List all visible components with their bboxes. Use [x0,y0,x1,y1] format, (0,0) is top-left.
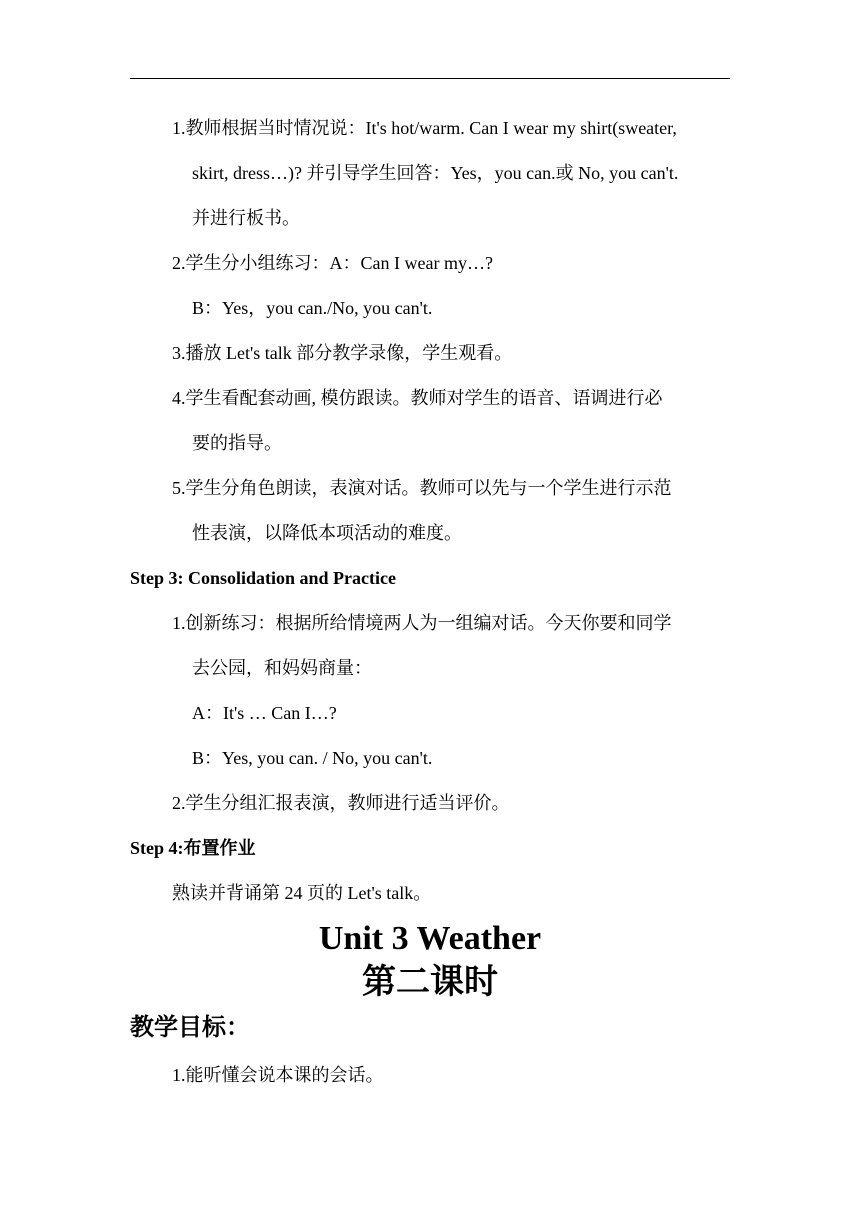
paragraph-line: B：Yes，you can./No, you can't. [192,298,433,318]
paragraph-line: 3.播放 Let's talk 部分教学录像，学生观看。 [172,343,513,363]
paragraph-line: 1.教师根据当时情况说：It's hot/warm. Can I wear my shirt(sweater, [172,118,677,138]
paragraph-line: A：It's … Can I…? [192,703,337,723]
paragraph-line: 4.学生看配套动画, 模仿跟读。教师对学生的语音、语调进行必 [172,388,663,408]
unit-title: Unit 3 Weather [318,920,542,957]
paragraph-line: 熟读并背诵第 24 页的 Let's talk。 [172,883,432,903]
paragraph-line: 去公园，和妈妈商量： [192,658,372,678]
paragraph-line: 2.学生分组汇报表演，教师进行适当评价。 [172,793,510,813]
paragraph-line: 1.能听懂会说本课的会话。 [172,1065,384,1085]
step-heading: Step 4:布置作业 [130,838,256,858]
paragraph-line: 2.学生分小组练习：A：Can I wear my…? [172,253,493,273]
paragraph-line: 1.创新练习：根据所给情境两人为一组编对话。今天你要和同学 [172,613,672,633]
step-heading: Step 3: Consolidation and Practice [130,568,397,588]
paragraph-line: B：Yes, you can. / No, you can't. [192,748,433,768]
paragraph-line: 5.学生分角色朗读，表演对话。教师可以先与一个学生进行示范 [172,478,672,498]
paragraph-line: 要的指导。 [192,433,282,453]
header-rule [130,78,730,79]
paragraph-line: 并进行板书。 [192,208,300,228]
paragraph-line: skirt, dress…)? 并引导学生回答：Yes，you can.或 No, you can't. [192,163,679,183]
lesson-title: 第二课时 [362,964,498,1001]
objectives-heading: 教学目标： [130,1015,250,1041]
paragraph-line: 性表演，以降低本项活动的难度。 [192,523,462,543]
